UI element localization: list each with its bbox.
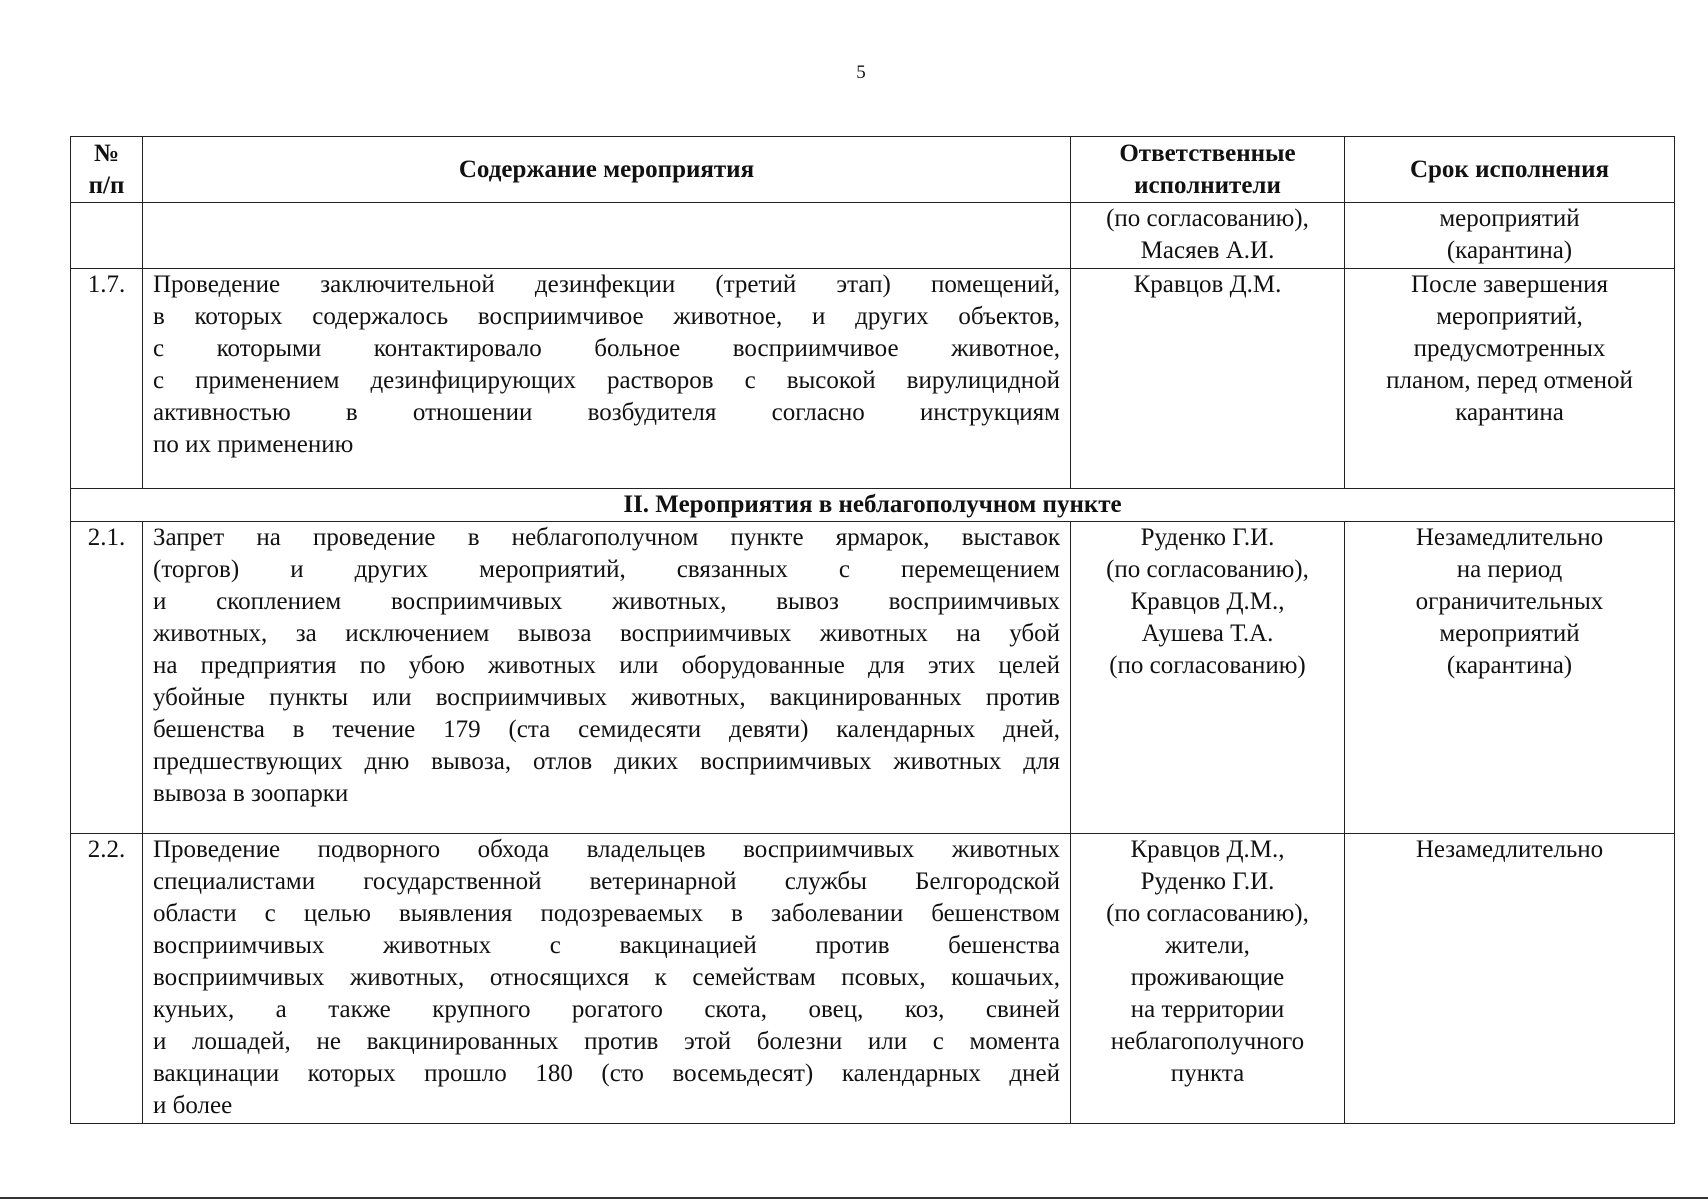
text-line: области с целью выявления подозреваемых в заболевании бешенством — [153, 900, 1060, 927]
text-line: (карантина) — [1446, 237, 1573, 264]
cell-content — [143, 203, 1071, 269]
table-row-continuation — [71, 203, 1675, 269]
text-line: на предприятия по убою животных или оборудованные для этих целей — [153, 652, 1060, 679]
text-line: животных, за исключением вывоза восприимчивых животных на убой — [153, 620, 1060, 647]
cell-num — [71, 203, 143, 269]
text-line: и лошадей, не вакцинированных против этой болезни или с момента — [153, 1028, 1060, 1055]
text-line: карантина — [1455, 399, 1564, 426]
text-line: бешенства в течение 179 (ста семидесяти девяти) календарных дней, — [153, 716, 1060, 743]
text-line: и скоплением восприимчивых животных, вывоз восприимчивых — [153, 588, 1060, 615]
text-line: проживающие — [1130, 964, 1285, 991]
text-line: в которых содержалось восприимчивое животное, и других объектов, — [153, 303, 1060, 330]
cell-responsible — [1071, 203, 1345, 269]
text-line: (по согласованию), — [1106, 900, 1309, 927]
text-line: Запрет на проведение в неблагополучном пункте ярмарок, выставок — [153, 524, 1060, 551]
text-line: активностью в отношении возбудителя согласно инструкциям — [153, 399, 1060, 426]
text-line: Незамедлительно — [1415, 524, 1604, 551]
text-line: Руденко Г.И. — [1140, 868, 1275, 895]
cell-content — [143, 522, 1071, 834]
text-line: мероприятий — [1439, 205, 1580, 232]
cell-num: 1.7. — [71, 269, 143, 489]
header-num-line1: № — [93, 139, 120, 167]
cell-term — [1345, 834, 1675, 1124]
section-title: II. Мероприятия в неблагополучном пункте — [71, 489, 1675, 522]
text-line: по их применению — [153, 431, 354, 458]
text-line: (по согласованию), — [1106, 556, 1309, 583]
text-line: на период — [1456, 556, 1563, 583]
header-content: Содержание мероприятия — [143, 137, 1071, 203]
table-row — [71, 834, 1675, 1124]
page-bottom-edge — [0, 1197, 1708, 1199]
measures-table — [70, 136, 1675, 1124]
text-line: неблагополучного — [1110, 1028, 1305, 1055]
cell-term — [1345, 522, 1675, 834]
text-line: пункта — [1170, 1060, 1245, 1087]
text-line: Проведение заключительной дезинфекции (третий этап) помещений, — [153, 271, 1060, 298]
table-header-row — [71, 137, 1675, 203]
header-responsible-line2: исполнители — [1134, 171, 1281, 199]
cell-responsible — [1071, 522, 1345, 834]
text-line: с применением дезинфицирующих растворов с высокой вирулицидной — [153, 367, 1060, 394]
text-line: Проведение подворного обхода владельцев восприимчивых животных — [153, 836, 1060, 863]
text-line: После завершения — [1411, 271, 1608, 298]
cell-responsible — [1071, 834, 1345, 1124]
text-line: Аушева Т.А. — [1141, 620, 1274, 647]
text-line: куньих, а также крупного рогатого скота, овец, коз, свиней — [153, 996, 1060, 1023]
cell-num: 2.1. — [71, 522, 143, 834]
text-line: ограничительных — [1415, 588, 1604, 615]
text-line: мероприятий — [1439, 620, 1580, 647]
header-responsible-line1: Ответственные — [1119, 139, 1296, 167]
text-line: (торгов) и других мероприятий, связанных с перемещением — [153, 556, 1060, 583]
header-num — [71, 137, 143, 203]
text-line: Масяев А.И. — [1140, 237, 1275, 264]
cell-content — [143, 269, 1071, 489]
text-line: предусмотренных — [1413, 335, 1606, 362]
cell-content — [143, 834, 1071, 1124]
text-line: планом, перед отменой — [1386, 367, 1633, 394]
text-line: с которыми контактировало больное восприимчивое животное, — [153, 335, 1060, 362]
text-line: Незамедлительно — [1415, 836, 1604, 863]
cell-num: 2.2. — [71, 834, 143, 1124]
text-line: вакцинации которых прошло 180 (сто восемьдесят) календарных дней — [153, 1060, 1060, 1087]
text-line: (по согласованию) — [1109, 652, 1306, 679]
text-line: восприимчивых животных, относящихся к семействам псовых, кошачьих, — [153, 964, 1060, 991]
text-line: убойные пункты или восприимчивых животных, вакцинированных против — [153, 684, 1060, 711]
text-line: восприимчивых животных с вакцинацией против бешенства — [153, 932, 1060, 959]
text-line: специалистами государственной ветеринарной службы Белгородской — [153, 868, 1060, 895]
header-num-line2: п/п — [88, 171, 125, 199]
text-line: на территории — [1130, 996, 1285, 1023]
text-line: (по согласованию), — [1106, 205, 1309, 232]
text-line: вывоза в зоопарки — [153, 780, 349, 807]
page-number: 5 — [856, 62, 866, 83]
text-line: Руденко Г.И. — [1140, 524, 1275, 551]
section-row — [71, 489, 1675, 522]
text-line: Кравцов Д.М. — [1133, 271, 1282, 298]
text-line: Кравцов Д.М., — [1130, 588, 1285, 615]
cell-term — [1345, 203, 1675, 269]
table-row — [71, 269, 1675, 489]
header-term: Срок исполнения — [1345, 137, 1675, 203]
cell-responsible — [1071, 269, 1345, 489]
text-line: жители, — [1165, 932, 1250, 959]
text-line: (карантина) — [1446, 652, 1573, 679]
text-line: и более — [153, 1092, 233, 1119]
header-responsible — [1071, 137, 1345, 203]
text-line: Кравцов Д.М., — [1130, 836, 1285, 863]
text-line: мероприятий, — [1436, 303, 1583, 330]
table-row — [71, 522, 1675, 834]
text-line: предшествующих дню вывоза, отлов диких восприимчивых животных для — [153, 748, 1060, 775]
cell-term — [1345, 269, 1675, 489]
